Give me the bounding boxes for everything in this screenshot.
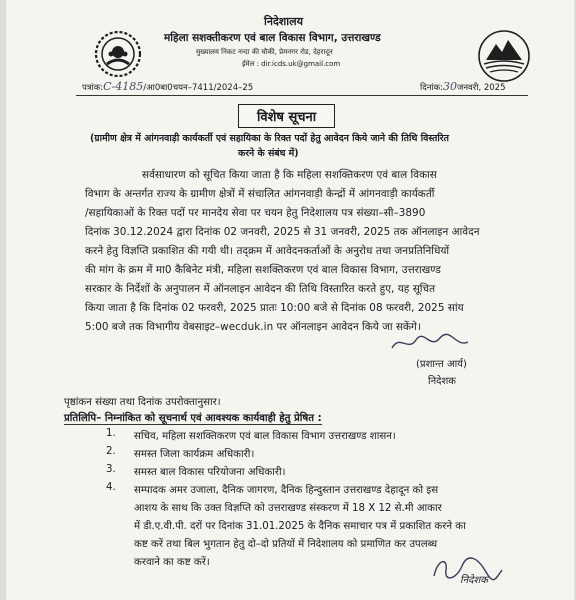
list-item: समस्त बाल विकास परियोजना अधिकारी। [134,467,286,478]
body-line: सर्वसाधारण को सूचित किया जाता है कि महिला सशक्तिकरण एवं बाल विकास [142,169,437,181]
email-line: ईमेल : dir.icds.uk@gmail.com [242,60,341,68]
endorsement-heading: पृष्ठांकन संख्या तथा दिनांक उपरोक्तानुसार। [64,397,221,408]
letter-page [6,0,574,600]
address-line: मुख्यालय निकट नन्दा की चौकी, प्रेमनगर रोड, देहरादून [196,48,333,56]
body-line: /सहायिकाओं के रिक्त पदों पर मानदेय सेवा पर चयन हेतु निदेशालय पत्र संख्या–सी–3890 [85,207,426,219]
header-divider [76,95,528,96]
body-line: 5:00 बजे तक विभागीय वेबसाइट–wecduk.in पर ऑनलाइन आवेदन किये जा सकेंगे। [85,321,421,333]
list-item: कष्ट करें तथा बिल भुगतान हेतु दो–दो प्रतियों में निदेशालय को प्रमाणित कर उपलब्ध [134,539,438,550]
list-item: समस्त जिला कार्यक्रम अधिकारी। [134,449,255,460]
reference-date: दिनांक:30जनवरी, 2025 [420,80,506,93]
list-item: सचिव, महिला सशक्तिकरण एवं बाल विकास विभाग उत्तराखण्ड शासन। [134,431,396,442]
uttarakhand-emblem-icon [476,28,532,84]
signatory-name: (प्रशान्त आर्य) [416,359,467,370]
reference-number: पत्रांक:C-4185/आ0बा0चयन–7411/2024–25 [82,80,254,93]
department-heading: महिला सशक्तीकरण एवं बाल विकास विभाग, उत्तराखण्ड [164,32,381,44]
list-item: करवाने का कष्ट करें। [134,557,210,568]
closing-designation: निदेशक [460,575,488,586]
list-item-number: 2. [106,446,116,457]
list-item-number: 3. [106,464,116,475]
body-line: करने हेतु विज्ञप्ति प्रकाशित की गयी थी। तद्क्रम में आवेदनकर्ताओं के अनुरोध तथा जनप्रतिनिधियों [85,245,450,257]
body-line: दिनांक 30.12.2024 द्वारा दिनांक 02 जनवरी, 2025 से 31 जनवरी, 2025 तक ऑनलाइन आवेदन [85,226,480,238]
copy-to-line: प्रतिलिपि– निम्नांकित को सूचनार्थ एवं आवश्यक कार्यवाही हेतु प्रेषित : [64,413,322,424]
body-line: किया जाता है कि दिनांक 02 फरवरी, 2025 प्रातः 10:00 बजे से दिनांक 08 फरवरी, 2025 सांय [85,302,464,314]
list-item-number: 4. [106,482,116,493]
directorate-heading: निदेशालय [264,15,303,28]
body-line: सरकार के निर्देशों के अनुपालन में ऑनलाइन आवेदन की तिथि विस्तारित करते हुए, यह सूचित [85,283,436,295]
list-item: आशय के साथ कि उक्त विज्ञप्ति को उत्तराखण्ड संस्करण में 18 X 12 से.मी आकार [134,503,442,514]
list-item-number: 1. [106,428,116,439]
subject-line-1: (ग्रामीण क्षेत्र में आंगनवाड़ी कार्यकर्ती एवं सहायिका के रिक्त पदों हेतु आवेदन किये जाने की तिथि विस्तरित [90,133,449,144]
body-line: की मांग के क्रम में मा0 कैबिनेट मंत्री, महिला सशक्तिकरण एवं बाल विकास विभाग, उत्तराखण्ड [85,264,441,276]
handwritten-number: C-4185 [103,80,144,93]
list-item: सम्पादक अमर उजाला, दैनिक जागरण, दैनिक हिन्दुस्तान उत्तराखण्ड देहादून को इस [134,485,439,496]
subject-line-2: करने के संबंध में) [238,148,299,159]
department-logo-icon [94,30,142,78]
director-signature-icon [386,330,486,356]
body-line: विभाग के अन्तर्गत राज्य के ग्रामीण क्षेत्रों में संचालित आंगनवाड़ी केन्द्रों में आंगनवाड़ी कार्यकर्ती [85,188,435,200]
list-item: में डी.ए.वी.पी. दरों पर दिनांक 31.01.2025 के दैनिक समाचार पत्र में प्रकाशित करने का [134,521,466,532]
signatory-designation: निदेशक [428,376,456,387]
handwritten-date: 30 [443,80,458,93]
notice-title: विशेष सूचना [238,104,335,128]
